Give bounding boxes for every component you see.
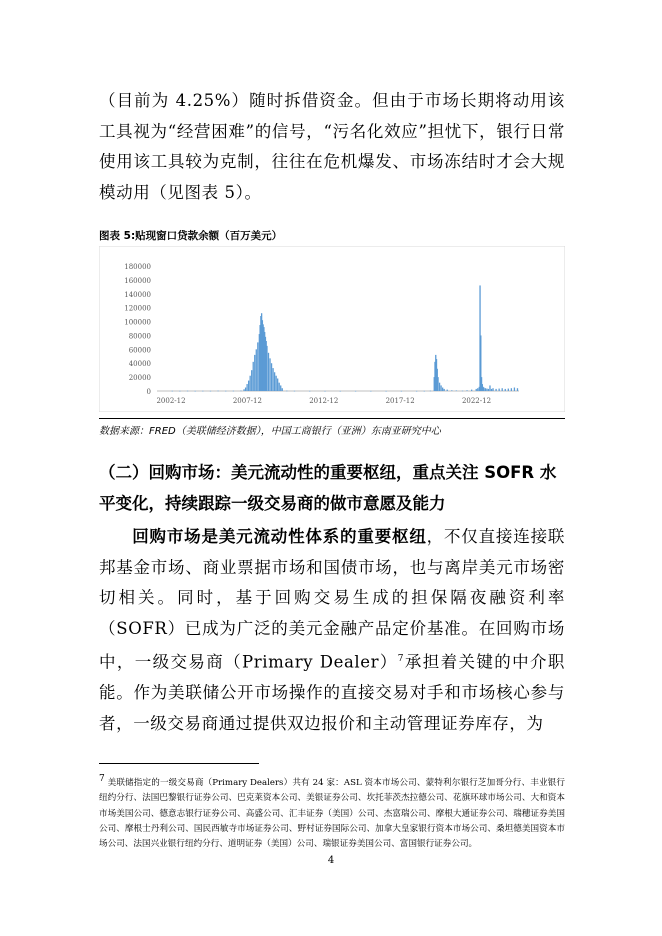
chart-bar: [355, 391, 356, 392]
chart-bar: [505, 389, 506, 391]
page-number: 4: [327, 855, 335, 866]
y-tick-label: 100000: [124, 318, 151, 327]
x-tick-label: 2017-12: [385, 397, 415, 405]
y-tick-label: 80000: [128, 332, 151, 341]
chart-bar: [253, 362, 254, 391]
x-tick-label: 2007-12: [232, 397, 262, 405]
footnote-marker: 7: [99, 774, 105, 784]
chart-bar: [440, 385, 441, 391]
chart-bar: [275, 376, 276, 391]
chart-bar: [195, 391, 196, 392]
chart-bar: [340, 391, 341, 392]
chart-bar: [286, 391, 287, 392]
chart-bar: [511, 388, 512, 391]
chart-bar: [370, 391, 371, 392]
chart-bar: [430, 391, 431, 392]
chart-bar: [385, 391, 386, 392]
chart-bar: [498, 389, 499, 391]
chart-bar: [485, 388, 486, 391]
y-tick-label: 140000: [124, 290, 151, 299]
chart-bar: [251, 370, 252, 391]
chart-bar: [416, 391, 417, 392]
y-tick-label: 0: [146, 388, 151, 396]
chart-bar: [202, 391, 203, 392]
chart-bar: [462, 391, 463, 392]
chart-bar: [492, 388, 493, 391]
chart-source: 数据来源：FRED（美联储经济数据），中国工商银行（亚洲）东南亚研究中心: [99, 426, 441, 437]
paragraph-text-b: 承担着关键的中介职能。作为美联储公开市场操作的直接交易对手和市场核心参与者，一级交易商通过提供双边报价和主动管理证券库存，为: [99, 652, 565, 734]
chart-bar: [179, 391, 180, 392]
chart-bar: [272, 368, 273, 391]
y-tick-label: 120000: [124, 304, 151, 313]
chart-bar: [269, 358, 270, 391]
chart-bar: [477, 388, 478, 391]
y-tick-label: 20000: [128, 374, 151, 383]
discount-window-chart: [99, 246, 565, 412]
paragraph-lead: 回购市场是美元流动性体系的重要枢纽: [132, 527, 427, 546]
chart-bar: [210, 391, 211, 392]
chart-bar: [401, 391, 402, 392]
chart-bar: [282, 388, 283, 391]
footnote: [99, 772, 565, 853]
chart-bar: [502, 388, 503, 391]
chart-bar: [495, 389, 496, 391]
chart-bar: [466, 390, 467, 391]
footnote-divider: [99, 763, 259, 764]
chart-bar: [508, 389, 509, 391]
y-tick-label: 160000: [124, 276, 151, 285]
chart-bar: [451, 390, 452, 391]
y-tick-label: 60000: [128, 346, 151, 355]
chart-bar: [279, 383, 280, 391]
chart-bar: [444, 389, 445, 391]
chart-bar: [514, 388, 515, 391]
chart-bar: [476, 389, 477, 391]
chart-bar: [243, 389, 244, 391]
x-tick-label: 2002-12: [156, 397, 186, 405]
chart-bar: [254, 355, 255, 391]
chart-bar: [172, 391, 173, 392]
chart-bar: [245, 388, 246, 391]
paragraph-repo-market: [99, 522, 565, 740]
y-tick-label: 40000: [128, 360, 151, 369]
chart-bar: [246, 384, 247, 391]
chart-bar: [489, 385, 490, 391]
chart-bar: [225, 391, 226, 392]
chart-bar: [517, 388, 518, 391]
chart-border: [99, 246, 565, 412]
chart-bar: [439, 383, 440, 391]
chart-bar: [250, 376, 251, 391]
chart-caption: 图表 5:贴现窗口贷款余额（百万美元）: [99, 230, 283, 242]
chart-bar: [274, 372, 275, 391]
paragraph-discount-window: （目前为 4.25%）随时拆借资金。但由于市场长期将动用该工具视为“经营困难”的信号，“污名化效应”担忧下，银行日常使用该工具较为克制，往往在危机爆发、市场冻结时才会大规模动用（见图表 5）。: [99, 91, 565, 202]
y-tick-label: 180000: [124, 263, 151, 271]
chart-bar: [424, 391, 425, 392]
chart-bar: [447, 390, 448, 391]
chart-bar: [233, 391, 234, 392]
chart-svg: [99, 246, 565, 412]
chart-bar: [248, 381, 249, 391]
chart-bar: [442, 388, 443, 391]
chart-bar: [187, 391, 188, 392]
footnote-text: 美联储指定的一级交易商（Primary Dealers）共有 24 家：ASL 资本市场公司、蒙特利尔银行芝加哥分行、丰业银行纽约分行、法国巴黎银行证券公司、巴克莱资本公司、美银证券公司、坎托菲茨杰拉德公司、花旗环球市场公司、大和资本市场美国公司、德意志银行证券公司、高盛公司、汇丰证券（美国）公司、杰富瑞公司、摩根大通证券公司、瑞穗证券美国公司、摩根士丹利公司、国民西敏寺市场证券公司、野村证券国际公司、加拿大皇家银行资本市场公司、桑坦德美国资本市场公司、法国兴业银行纽约分行、道明证券（美国）公司、瑞银证券美国公司、富国银行证券公司。: [99, 777, 566, 850]
paragraph-text-a: ，不仅直接连接联邦基金市场、商业票据市场和国债市场，也与离岸美元市场密切相关。同时，基于回购交易生成的担保隔夜融资利率（SOFR）已成为广泛的美元金融产品定价基准。在回购市场中，一级交易商（Primary Dealer）: [99, 527, 565, 672]
chart-bar: [486, 389, 487, 391]
chart-bar: [491, 389, 492, 391]
chart-bar: [483, 388, 484, 391]
chart-bar: [324, 391, 325, 392]
chart-bar: [309, 391, 310, 392]
chart-bar: [488, 389, 489, 391]
chart-bar: [471, 390, 472, 391]
chart-bar: [266, 346, 267, 391]
x-tick-label: 2012-12: [309, 397, 339, 405]
chart-bar: [280, 385, 281, 391]
chart-bar: [217, 391, 218, 392]
chart-bar: [240, 391, 241, 392]
chart-bar: [271, 363, 272, 391]
chart-bar: [277, 379, 278, 392]
chart-bar: [257, 342, 258, 391]
chart-bar: [456, 390, 457, 391]
chart-bar: [437, 377, 438, 391]
source-divider: [99, 418, 565, 419]
footnote-ref[interactable]: 7: [397, 654, 405, 665]
chart-bar: [294, 391, 295, 392]
section-heading: （二）回购市场：美元流动性的重要枢纽，重点关注 SOFR 水平变化，持续跟踪一级交易商的做市意愿及能力: [99, 463, 557, 513]
chart-bar: [256, 349, 257, 391]
chart-bar: [268, 353, 269, 391]
x-tick-label: 2022-12: [461, 397, 492, 405]
